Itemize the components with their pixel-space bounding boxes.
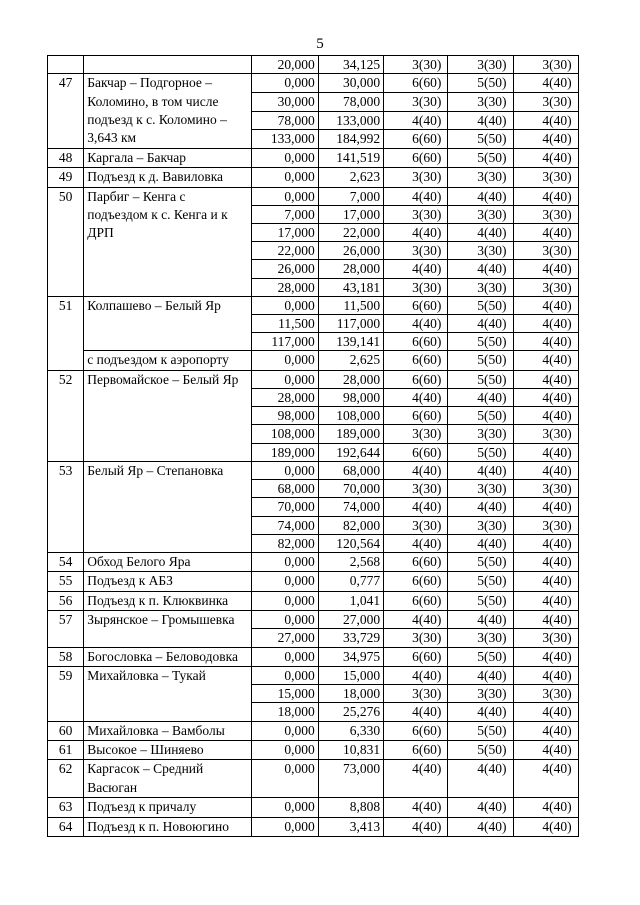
road-name: Михайловка – Тукай: [84, 666, 251, 721]
road-table: [47, 55, 640, 837]
road-number: 49: [48, 168, 84, 187]
road-number: 54: [48, 552, 84, 571]
km-start: 0,000: [251, 187, 318, 205]
road-number: 55: [48, 572, 84, 591]
class-c: 3(30): [513, 685, 578, 703]
km-start: 26,000: [251, 260, 318, 278]
km-end: 27,000: [318, 611, 383, 629]
class-a: 3(30): [384, 685, 448, 703]
class-c: 4(40): [513, 333, 578, 351]
table-row: [48, 461, 640, 479]
class-b: 3(30): [448, 480, 513, 498]
km-start: 0,000: [251, 721, 318, 740]
class-c: 3(30): [513, 629, 578, 647]
km-start: 0,000: [251, 370, 318, 388]
class-c: 4(40): [513, 534, 578, 552]
road-name: Подъезд к АБЗ: [84, 572, 251, 591]
class-b: 5(50): [448, 647, 513, 666]
km-start: 0,000: [251, 168, 318, 187]
class-b: 4(40): [448, 498, 513, 516]
class-a: 4(40): [384, 315, 448, 333]
class-a: 4(40): [384, 798, 448, 817]
class-c: 4(40): [513, 260, 578, 278]
class-a: 6(60): [384, 370, 448, 388]
km-end: 68,000: [318, 461, 383, 479]
class-b: 5(50): [448, 333, 513, 351]
km-start: 7,000: [251, 205, 318, 223]
km-end: 7,000: [318, 187, 383, 205]
class-b: 3(30): [448, 242, 513, 260]
km-start: 0,000: [251, 817, 318, 836]
class-a: 4(40): [384, 817, 448, 836]
class-a: 4(40): [384, 187, 448, 205]
class-a: 6(60): [384, 740, 448, 759]
class-b: 4(40): [448, 760, 513, 798]
class-c: 3(30): [513, 56, 578, 74]
class-b: 4(40): [448, 703, 513, 721]
km-end: 141,519: [318, 148, 383, 167]
road-number: [48, 56, 84, 74]
class-a: 4(40): [384, 498, 448, 516]
class-c: 4(40): [513, 760, 578, 798]
km-end: 28,000: [318, 260, 383, 278]
road-name: [84, 56, 251, 74]
class-b: 4(40): [448, 461, 513, 479]
class-c: 4(40): [513, 224, 578, 242]
table-row: [48, 740, 640, 759]
km-start: 133,000: [251, 130, 318, 149]
class-a: 6(60): [384, 572, 448, 591]
km-start: 0,000: [251, 740, 318, 759]
km-start: 0,000: [251, 74, 318, 93]
class-b: 4(40): [448, 817, 513, 836]
km-end: 192,644: [318, 443, 383, 461]
class-b: 4(40): [448, 798, 513, 817]
class-b: 5(50): [448, 130, 513, 149]
km-end: 8,808: [318, 798, 383, 817]
class-a: 6(60): [384, 552, 448, 571]
table-row: [48, 591, 640, 610]
km-start: 0,000: [251, 148, 318, 167]
km-start: 28,000: [251, 278, 318, 296]
class-a: 3(30): [384, 629, 448, 647]
road-number: 53: [48, 461, 84, 552]
km-start: 28,000: [251, 389, 318, 407]
km-start: 108,000: [251, 425, 318, 443]
class-c: 4(40): [513, 552, 578, 571]
km-start: 0,000: [251, 591, 318, 610]
km-end: 70,000: [318, 480, 383, 498]
km-start: 22,000: [251, 242, 318, 260]
class-c: 3(30): [513, 242, 578, 260]
road-name: Богословка – Беловодовка: [84, 647, 251, 666]
road-number: 48: [48, 148, 84, 167]
km-start: 15,000: [251, 685, 318, 703]
class-a: 4(40): [384, 666, 448, 684]
class-a: 3(30): [384, 516, 448, 534]
class-a: 6(60): [384, 443, 448, 461]
class-c: 4(40): [513, 498, 578, 516]
road-name: Белый Яр – Степановка: [84, 461, 251, 552]
km-start: 0,000: [251, 798, 318, 817]
km-end: 34,125: [318, 56, 383, 74]
km-start: 27,000: [251, 629, 318, 647]
road-name: Михайловка – Вамболы: [84, 721, 251, 740]
class-b: 5(50): [448, 148, 513, 167]
class-a: 4(40): [384, 534, 448, 552]
km-end: 6,330: [318, 721, 383, 740]
table-row: [48, 187, 640, 205]
km-end: 2,625: [318, 351, 383, 370]
class-a: 3(30): [384, 205, 448, 223]
table-row: [48, 760, 640, 798]
class-a: 3(30): [384, 56, 448, 74]
km-end: 74,000: [318, 498, 383, 516]
class-c: 3(30): [513, 516, 578, 534]
road-number: 60: [48, 721, 84, 740]
class-c: 4(40): [513, 740, 578, 759]
class-b: 3(30): [448, 92, 513, 111]
km-end: 43,181: [318, 278, 383, 296]
road-name: Подъезд к причалу: [84, 798, 251, 817]
class-a: 6(60): [384, 721, 448, 740]
km-end: 26,000: [318, 242, 383, 260]
class-a: 6(60): [384, 296, 448, 314]
km-start: 0,000: [251, 760, 318, 798]
class-b: 4(40): [448, 666, 513, 684]
km-start: 78,000: [251, 111, 318, 130]
class-a: 6(60): [384, 333, 448, 351]
km-end: 189,000: [318, 425, 383, 443]
road-name: Подъезд к п. Клюквинка: [84, 591, 251, 610]
class-c: 4(40): [513, 389, 578, 407]
km-end: 184,992: [318, 130, 383, 149]
class-c: 4(40): [513, 591, 578, 610]
km-end: 34,975: [318, 647, 383, 666]
class-b: 5(50): [448, 74, 513, 93]
road-name: Колпашево – Белый Яр: [84, 296, 251, 351]
km-start: 98,000: [251, 407, 318, 425]
class-b: 5(50): [448, 721, 513, 740]
km-end: 22,000: [318, 224, 383, 242]
table-row: [48, 56, 640, 74]
table-row: [48, 370, 640, 388]
table-row: [48, 666, 640, 684]
table-row: [48, 168, 640, 187]
km-start: 0,000: [251, 666, 318, 684]
road-number: 61: [48, 740, 84, 759]
km-start: 70,000: [251, 498, 318, 516]
road-number: 62: [48, 760, 84, 798]
road-name: Обход Белого Яра: [84, 552, 251, 571]
class-a: 6(60): [384, 591, 448, 610]
class-a: 3(30): [384, 425, 448, 443]
km-start: 0,000: [251, 552, 318, 571]
km-end: 0,777: [318, 572, 383, 591]
class-c: 4(40): [513, 666, 578, 684]
class-a: 6(60): [384, 148, 448, 167]
page-number: 5: [316, 36, 324, 52]
class-b: 4(40): [448, 315, 513, 333]
class-c: 4(40): [513, 461, 578, 479]
table-row: [48, 611, 640, 629]
km-start: 117,000: [251, 333, 318, 351]
class-b: 5(50): [448, 740, 513, 759]
road-name: Парбиг – Кенга с подъездом к с. Кенга и к ДРП: [84, 187, 251, 296]
class-b: 5(50): [448, 591, 513, 610]
road-name: Бакчар – Подгорное – Коломино, в том числе подъезд к с. Коломино – 3,643 км: [84, 74, 251, 149]
class-a: 6(60): [384, 74, 448, 93]
km-start: 74,000: [251, 516, 318, 534]
class-a: 4(40): [384, 111, 448, 130]
class-a: 3(30): [384, 168, 448, 187]
class-c: 4(40): [513, 130, 578, 149]
class-c: 4(40): [513, 407, 578, 425]
km-start: 11,500: [251, 315, 318, 333]
class-c: 3(30): [513, 205, 578, 223]
km-end: 30,000: [318, 74, 383, 93]
table-row: [48, 798, 640, 817]
road-name: Каргала – Бакчар: [84, 148, 251, 167]
km-end: 1,041: [318, 591, 383, 610]
table-row: [48, 74, 640, 93]
class-c: 4(40): [513, 611, 578, 629]
table-row: [48, 148, 640, 167]
road-name: Высокое – Шиняево: [84, 740, 251, 759]
km-end: 25,276: [318, 703, 383, 721]
km-end: 139,141: [318, 333, 383, 351]
class-c: 4(40): [513, 703, 578, 721]
class-b: 5(50): [448, 296, 513, 314]
class-b: 5(50): [448, 351, 513, 370]
class-c: 4(40): [513, 296, 578, 314]
road-number: 58: [48, 647, 84, 666]
class-b: 4(40): [448, 611, 513, 629]
km-end: 33,729: [318, 629, 383, 647]
km-start: 20,000: [251, 56, 318, 74]
class-c: 3(30): [513, 480, 578, 498]
class-a: 3(30): [384, 278, 448, 296]
class-a: 4(40): [384, 611, 448, 629]
class-a: 4(40): [384, 461, 448, 479]
class-c: 4(40): [513, 370, 578, 388]
class-c: 4(40): [513, 647, 578, 666]
km-end: 117,000: [318, 315, 383, 333]
class-b: 4(40): [448, 187, 513, 205]
table-row: [48, 572, 640, 591]
class-a: 3(30): [384, 480, 448, 498]
km-end: 108,000: [318, 407, 383, 425]
class-b: 4(40): [448, 534, 513, 552]
km-end: 17,000: [318, 205, 383, 223]
class-c: 4(40): [513, 721, 578, 740]
km-end: 11,500: [318, 296, 383, 314]
class-c: 4(40): [513, 572, 578, 591]
table-row: [48, 721, 640, 740]
class-c: 4(40): [513, 74, 578, 93]
km-end: 18,000: [318, 685, 383, 703]
table-row: [48, 296, 640, 314]
km-end: 120,564: [318, 534, 383, 552]
km-end: 133,000: [318, 111, 383, 130]
class-c: 3(30): [513, 278, 578, 296]
class-b: 3(30): [448, 425, 513, 443]
road-number: 56: [48, 591, 84, 610]
class-b: 4(40): [448, 224, 513, 242]
road-name: Зырянское – Громышевка: [84, 611, 251, 647]
road-number: 47: [48, 74, 84, 149]
class-a: 3(30): [384, 92, 448, 111]
class-c: 4(40): [513, 351, 578, 370]
class-a: 4(40): [384, 260, 448, 278]
km-end: 2,623: [318, 168, 383, 187]
km-end: 82,000: [318, 516, 383, 534]
class-a: 6(60): [384, 407, 448, 425]
class-a: 6(60): [384, 130, 448, 149]
road-name: Подъезд к п. Новоюгино: [84, 817, 251, 836]
table-row: [48, 817, 640, 836]
class-a: 4(40): [384, 760, 448, 798]
class-b: 5(50): [448, 552, 513, 571]
km-start: 189,000: [251, 443, 318, 461]
class-a: 4(40): [384, 703, 448, 721]
table-row: [48, 552, 640, 571]
class-c: 4(40): [513, 798, 578, 817]
class-b: 5(50): [448, 370, 513, 388]
class-b: 4(40): [448, 389, 513, 407]
class-b: 5(50): [448, 443, 513, 461]
road-name: Каргасок – Средний Васюган: [84, 760, 251, 798]
table-row: [48, 351, 640, 370]
class-b: 3(30): [448, 168, 513, 187]
class-c: 4(40): [513, 187, 578, 205]
class-b: 3(30): [448, 629, 513, 647]
class-c: 3(30): [513, 92, 578, 111]
class-a: 4(40): [384, 389, 448, 407]
km-start: 30,000: [251, 92, 318, 111]
class-a: 3(30): [384, 242, 448, 260]
table-row: [48, 647, 640, 666]
km-end: 3,413: [318, 817, 383, 836]
class-c: 4(40): [513, 817, 578, 836]
class-b: 3(30): [448, 205, 513, 223]
class-b: 5(50): [448, 572, 513, 591]
class-c: 4(40): [513, 315, 578, 333]
class-c: 3(30): [513, 425, 578, 443]
road-name: Первомайское – Белый Яр: [84, 370, 251, 461]
km-end: 73,000: [318, 760, 383, 798]
road-subname: с подъездом к аэропорту: [84, 351, 251, 370]
class-c: 4(40): [513, 443, 578, 461]
km-end: 15,000: [318, 666, 383, 684]
km-end: 78,000: [318, 92, 383, 111]
road-number: 51: [48, 296, 84, 370]
km-start: 18,000: [251, 703, 318, 721]
km-start: 17,000: [251, 224, 318, 242]
class-c: 4(40): [513, 111, 578, 130]
class-c: 3(30): [513, 168, 578, 187]
km-start: 0,000: [251, 611, 318, 629]
km-end: 28,000: [318, 370, 383, 388]
class-a: 6(60): [384, 351, 448, 370]
km-start: 0,000: [251, 461, 318, 479]
km-start: 0,000: [251, 296, 318, 314]
road-number: 52: [48, 370, 84, 461]
road-number: 64: [48, 817, 84, 836]
km-end: 98,000: [318, 389, 383, 407]
road-number: 57: [48, 611, 84, 647]
km-start: 0,000: [251, 572, 318, 591]
class-b: 3(30): [448, 278, 513, 296]
road-name: Подъезд к д. Вавиловка: [84, 168, 251, 187]
km-start: 0,000: [251, 647, 318, 666]
class-a: 4(40): [384, 224, 448, 242]
km-start: 82,000: [251, 534, 318, 552]
km-start: 68,000: [251, 480, 318, 498]
class-a: 6(60): [384, 647, 448, 666]
class-b: 3(30): [448, 56, 513, 74]
road-number: 59: [48, 666, 84, 721]
km-end: 2,568: [318, 552, 383, 571]
road-number: 63: [48, 798, 84, 817]
km-end: 10,831: [318, 740, 383, 759]
class-b: 5(50): [448, 407, 513, 425]
road-number: 50: [48, 187, 84, 296]
class-b: 3(30): [448, 516, 513, 534]
class-b: 4(40): [448, 111, 513, 130]
km-start: 0,000: [251, 351, 318, 370]
class-c: 4(40): [513, 148, 578, 167]
class-b: 3(30): [448, 685, 513, 703]
class-b: 4(40): [448, 260, 513, 278]
